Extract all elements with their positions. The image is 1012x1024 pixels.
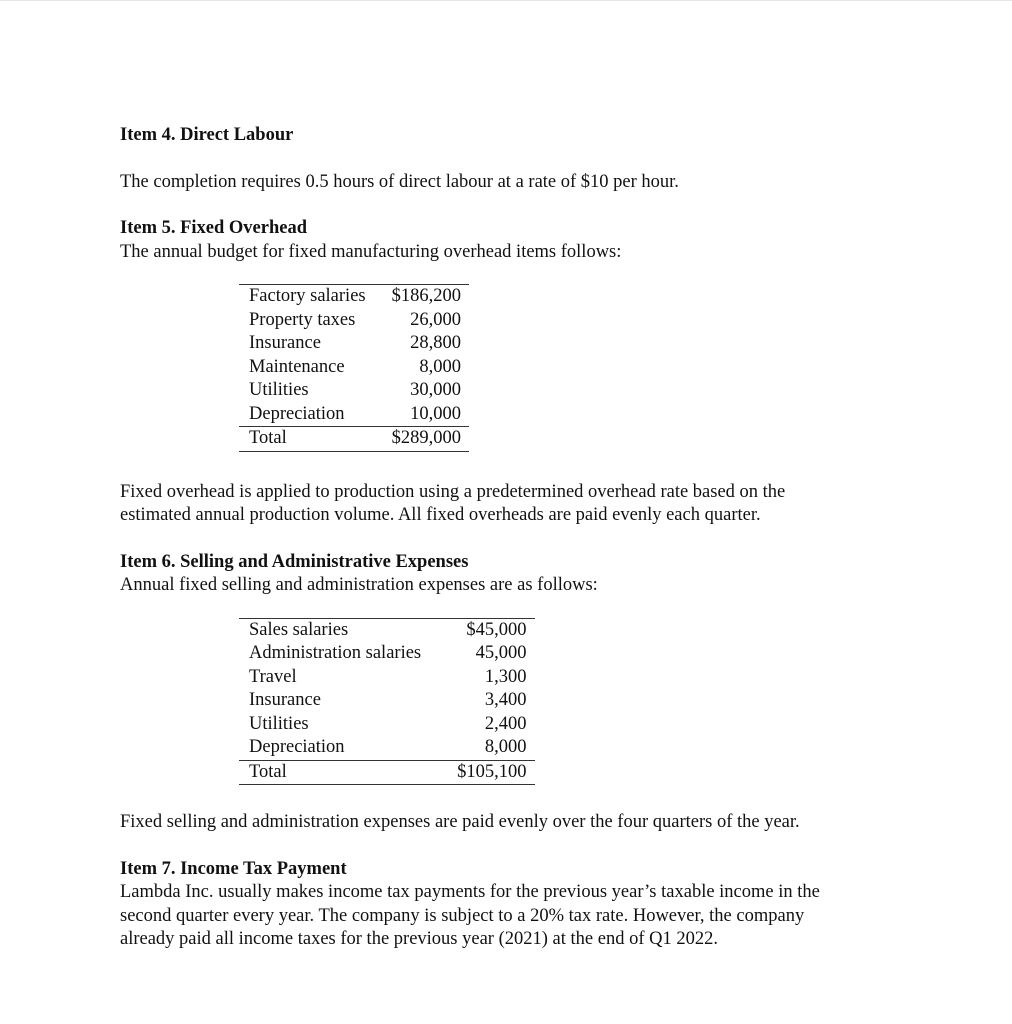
table-row [239, 642, 535, 666]
row-label: Administration salaries [249, 643, 422, 663]
row-amount: $45,000 [466, 619, 527, 640]
selling-admin-table [239, 618, 535, 786]
page-top-border [0, 0, 1012, 1]
fixed-overhead-table [239, 284, 469, 452]
row-amount: 3,400 [484, 690, 527, 710]
item5-heading: Item 5. Fixed Overhead [120, 218, 308, 238]
table-row [239, 713, 535, 737]
item6-after: Fixed selling and administration expenses are paid evenly over the four quarters of the year. [120, 812, 800, 832]
row-label: Property taxes [249, 309, 356, 330]
table-row [239, 285, 469, 309]
total-row [239, 760, 535, 785]
total-amount: $289,000 [374, 427, 469, 452]
item4-text: The completion requires 0.5 hours of direct labour at a rate of $10 per hour. [120, 171, 679, 192]
row-amount: 2,400 [484, 713, 527, 734]
total-label: Total [239, 760, 429, 785]
table-row [239, 618, 535, 642]
row-amount: 45,000 [475, 643, 527, 663]
table-row [239, 689, 535, 713]
total-label: Total [239, 427, 374, 452]
table-row [239, 379, 469, 403]
row-label: Utilities [249, 380, 309, 400]
row-amount: $186,200 [391, 286, 461, 306]
row-label: Travel [249, 666, 297, 687]
row-label: Insurance [249, 333, 321, 353]
table-row [239, 332, 469, 356]
item6-intro: Annual fixed selling and administration expenses are as follows: [120, 575, 598, 595]
row-amount: 10,000 [410, 403, 461, 424]
row-amount: 8,000 [419, 356, 461, 377]
row-label: Insurance [249, 690, 321, 710]
row-amount: 1,300 [484, 666, 527, 687]
row-label: Depreciation [249, 737, 345, 757]
item4-heading: Item 4. Direct Labour [120, 125, 294, 145]
item6-heading: Item 6. Selling and Administrative Expenses [120, 551, 469, 572]
row-amount: 30,000 [410, 380, 461, 400]
total-row [239, 427, 469, 452]
row-label: Sales salaries [249, 619, 349, 640]
document-page [120, 124, 920, 952]
table-row [239, 356, 469, 380]
item7-line3: already paid all income taxes for the previous year (2021) at the end of Q1 2022. [120, 929, 718, 949]
table-row [239, 309, 469, 333]
table-row [239, 403, 469, 427]
item7-line2: second quarter every year. The company is subject to a 20% tax rate. However, the company [120, 905, 805, 926]
row-label: Factory salaries [249, 286, 366, 306]
row-label: Depreciation [249, 403, 345, 424]
item5-after-line2: estimated annual production volume. All fixed overheads are paid evenly each quarter. [120, 505, 761, 525]
item7-heading: Item 7. Income Tax Payment [120, 858, 347, 879]
item5-after-line1: Fixed overhead is applied to production using a predetermined overhead rate based on the [120, 481, 786, 502]
table-row [239, 736, 535, 760]
row-label: Maintenance [249, 356, 345, 377]
row-label: Utilities [249, 713, 309, 734]
row-amount: 26,000 [410, 309, 461, 330]
item5-intro: The annual budget for fixed manufacturing overhead items follows: [120, 241, 622, 262]
item7-line1: Lambda Inc. usually makes income tax payments for the previous year’s taxable income in the [120, 882, 820, 902]
row-amount: 28,800 [410, 333, 461, 353]
row-amount: 8,000 [484, 737, 527, 757]
total-amount: $105,100 [429, 760, 534, 785]
table-row [239, 666, 535, 690]
